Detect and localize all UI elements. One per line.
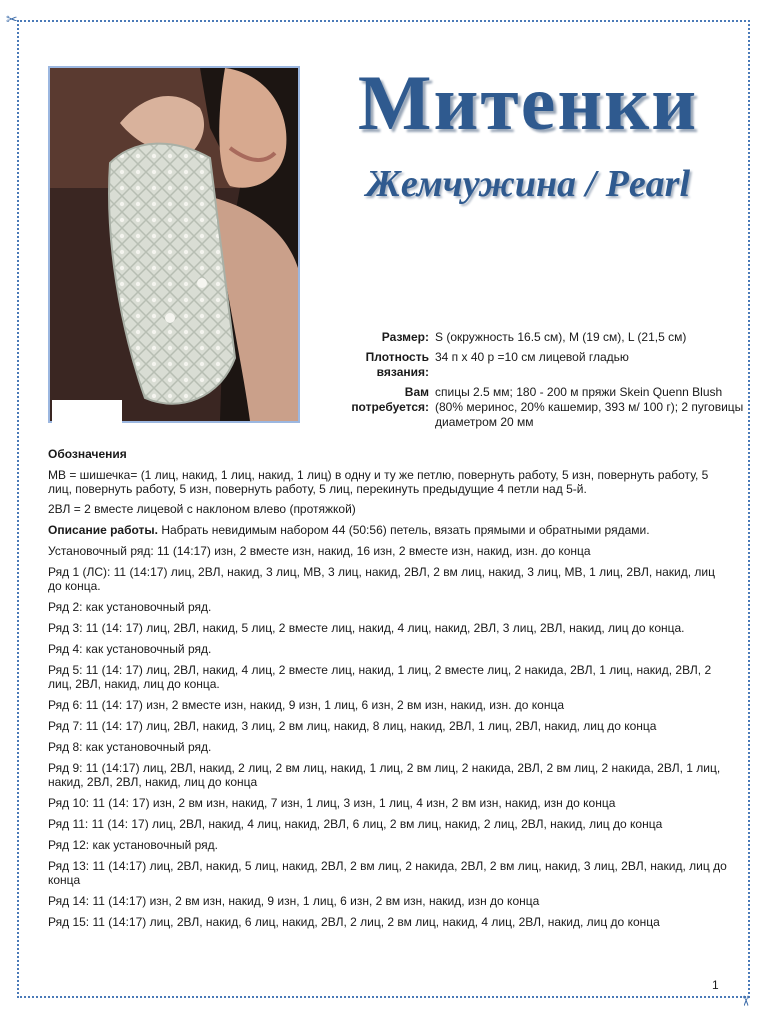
scissors-icon: ✂ [6,11,18,27]
row-setup: Установочный ряд: 11 (14:17) изн, 2 вместе изн, накид, 16 изн, 2 вместе изн, накид, изн. до конца [48,544,591,558]
row-3: Ряд 3: 11 (14: 17) лиц, 2ВЛ, накид, 5 лиц, 2 вместе лиц, накид, 4 лиц, накид, 2ВЛ, 3 лиц, 2ВЛ, накид, лиц до конца. [48,621,685,635]
description-text: Набрать невидимым набором 44 (50:56) петель, вязать прямыми и обратными рядами. [158,523,650,537]
spec-size [339,330,749,346]
page-number: 1 [712,978,719,992]
pattern-instructions [48,447,728,929]
row-14: Ряд 14: 11 (14:17) изн, 2 вм изн, накид, 9 изн, 1 лиц, 6 изн, 2 вм изн, накид, изн до конца [48,894,540,908]
row-5: Ряд 5: 11 (14: 17) лиц, 2ВЛ, накид, 4 лиц, 2 вместе лиц, накид, 1 лиц, 2 вместе лиц, 2 накида, 2ВЛ, 1 лиц, накид, 2ВЛ, 2 лиц, 2ВЛ, накид, лиц до конца. [48,663,712,691]
row-4: Ряд 4: как установочный ряд. [48,642,212,656]
row-9: Ряд 9: 11 (14:17) лиц, 2ВЛ, накид, 2 лиц, 2 вм лиц, накид, 1 лиц, 2 вм лиц, 2 накида, 2ВЛ, 2 вм лиц, 2 накида, 2ВЛ, 1 лиц, накид, 2ВЛ, 2ВЛ, накид, лиц до конца [48,761,721,789]
spec-value: 34 п х 40 р =10 см лицевой гладью [435,350,629,364]
spec-label: Размер: [381,330,429,344]
row-15: Ряд 15: 11 (14:17) лиц, 2ВЛ, накид, 6 лиц, накид, 2ВЛ, 2 лиц, 2 вм лиц, накид, 4 лиц, 2ВЛ, накид, лиц до конца [48,915,660,929]
description-label: Описание работы. [48,523,158,537]
photo-mask [52,400,122,426]
row-10: Ряд 10: 11 (14: 17) изн, 2 вм изн, накид, 7 изн, 1 лиц, 3 изн, 1 лиц, 4 изн, 2 вм изн, накид, изн до конца [48,796,616,810]
row-6: Ряд 6: 11 (14: 17) изн, 2 вместе изн, накид, 9 изн, 1 лиц, 6 изн, 2 вм изн, накид, изн. до конца [48,698,564,712]
spec-label: Плотность вязания: [365,350,429,379]
description [48,523,728,537]
legend-heading: Обозначения [48,447,127,461]
row-8: Ряд 8: как установочный ряд. [48,740,212,754]
row-13: Ряд 13: 11 (14:17) лиц, 2ВЛ, накид, 5 лиц, накид, 2ВЛ, 2 вм лиц, 2 накида, 2ВЛ, 2 вм лиц, накид, 3 лиц, 2ВЛ, накид, лиц до конца [48,859,727,887]
row-2: Ряд 2: как установочный ряд. [48,600,212,614]
spec-label: Вам потребуется: [351,385,429,414]
row-12: Ряд 12: как установочный ряд. [48,838,218,852]
spec-materials [339,385,749,433]
page-title: Митенки [357,59,699,146]
row-11: Ряд 11: 11 (14: 17) лиц, 2ВЛ, накид, 4 лиц, накид, 2ВЛ, 6 лиц, 2 вм лиц, накид, 2 лиц, 2ВЛ, накид, лиц до конца [48,817,663,831]
spec-value: спицы 2.5 мм; 180 - 200 м пряжи Skein Quenn Blush (80% мериноc, 20% кашемир, 393 м/ 100 г); 2 пуговицы диаметром 20 мм [435,385,744,429]
legend-mb: MB = шишечка= (1 лиц, накид, 1 лиц, накид, 1 лиц) в одну и ту же петлю, повернуть работу, 5 изн, повернуть работу, 5 лиц, повернуть работу, 5 изн, повернуть работу, 5 лиц, перекинуть предыдущие 4 петли над 5-й. [48,468,709,496]
legend-2vl: 2ВЛ = 2 вместе лицевой с наклоном влево (протяжкой) [48,502,356,516]
product-photo [48,66,300,423]
spec-value: S (окружность 16.5 см), M (19 см), L (21,5 см) [435,330,687,344]
scissors-icon: ✂ [737,995,754,1007]
page-subtitle: Жемчужина / Pearl [365,163,691,205]
row-7: Ряд 7: 11 (14: 17) лиц, 2ВЛ, накид, 3 лиц, 2 вм лиц, накид, 8 лиц, накид, 2ВЛ, 1 лиц, 2ВЛ, накид, лиц до конца [48,719,657,733]
row-1: Ряд 1 (ЛС): 11 (14:17) лиц, 2ВЛ, накид, 3 лиц, MB, 3 лиц, накид, 2ВЛ, 2 вм лиц, накид, 3 лиц, MB, 1 лиц, 2ВЛ, накид, лиц до конца. [48,565,716,593]
spec-gauge [339,350,749,382]
